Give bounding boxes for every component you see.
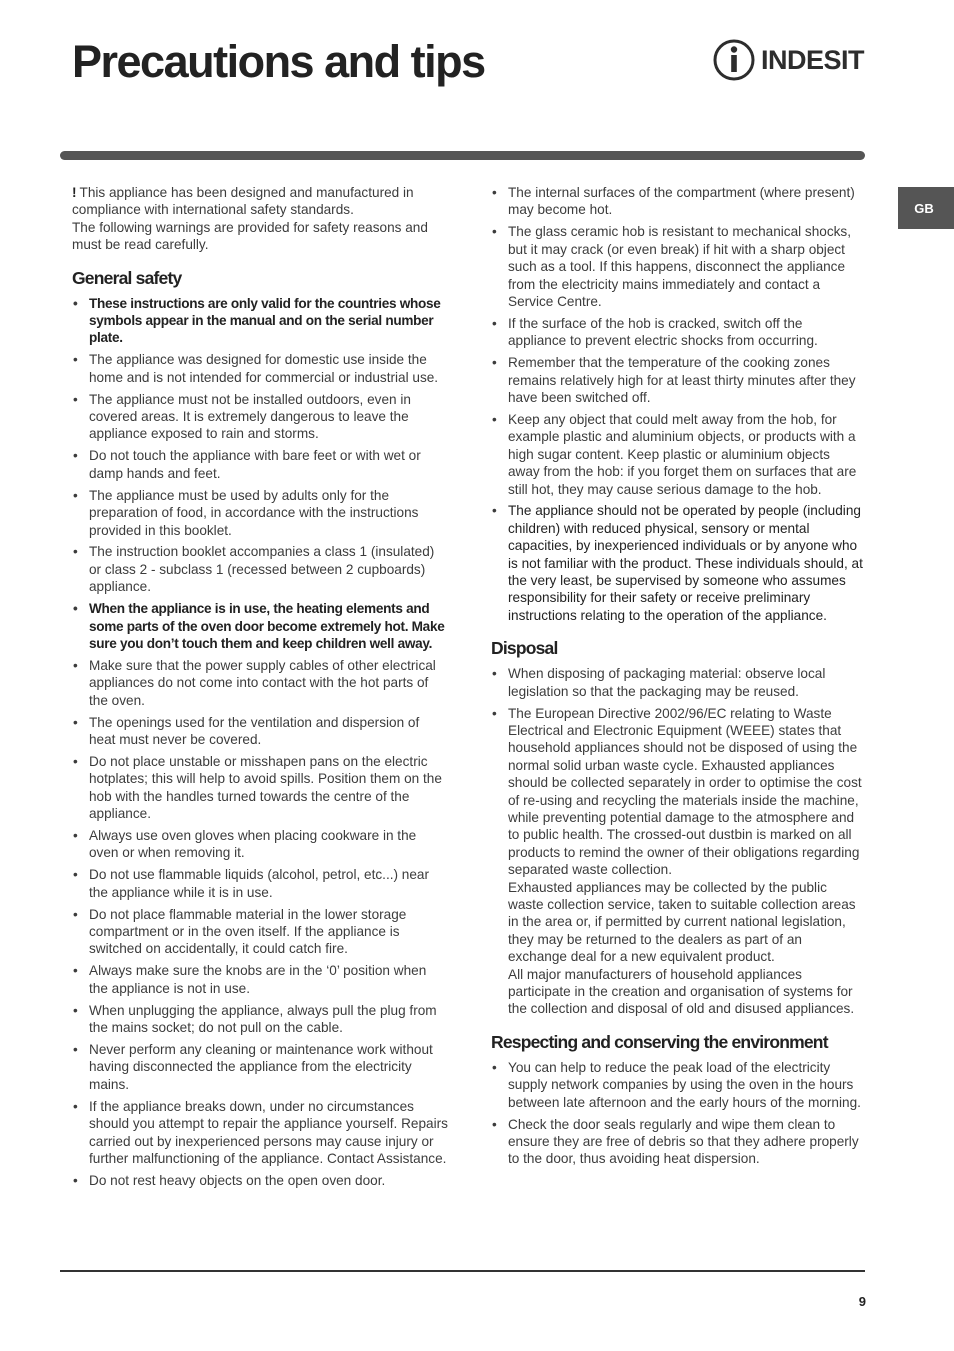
- brand-name: INDESIT: [761, 44, 865, 75]
- intro-text-2: The following warnings are provided for safety reasons and must be read carefully.: [72, 219, 428, 253]
- list-item-text: The glass ceramic hob is resistant to mechanical shocks, but it may crack (or even break) if hit with a sharp object such as a tool. If this happens, disconnect the appliance from the electricity mains immediately and contact a Service Centre.: [508, 224, 852, 309]
- list-item-text: Remember that the temperature of the cooking zones remains relatively high for at least thirty minutes after they have been switched off.: [508, 355, 856, 405]
- list-item-text: Do not use flammable liquids (alcohol, petrol, etc...) near the appliance while it is in use.: [89, 867, 430, 900]
- section-heading-general-safety: General safety: [72, 267, 182, 288]
- header-divider: [60, 151, 865, 160]
- list-item-text: You can help to reduce the peak load of the electricity supply network companies by using the oven in the hours between late afternoon and the early hours of the morning.: [508, 1059, 861, 1110]
- list-item: [72, 1002, 448, 1037]
- list-item: [491, 184, 863, 219]
- list-item-text: Do not rest heavy objects on the open oven door.: [89, 1172, 386, 1188]
- list-item: [72, 391, 448, 443]
- section-heading-disposal: Disposal: [491, 638, 558, 659]
- list-item-text: Never perform any cleaning or maintenance work without having disconnected the appliance from the electricity mains.: [89, 1041, 433, 1092]
- list-item: [491, 1116, 863, 1168]
- list-item: [72, 1041, 448, 1093]
- intro-paragraph: [72, 184, 448, 254]
- list-item-text: When unplugging the appliance, always pull the plug from the mains socket; do not pull on the cable.: [89, 1002, 437, 1036]
- indesit-logo-icon: [713, 38, 755, 82]
- warning-mark: !: [72, 185, 77, 200]
- list-item: [72, 1172, 448, 1189]
- list-item: [491, 1059, 863, 1111]
- list-item-text: When disposing of packaging material: observe local legislation so that the packaging may be reused.: [508, 666, 826, 699]
- list-item-text: If the appliance breaks down, under no circumstances should you attempt to repair the appliance yourself. Repairs carried out by inexperienced persons may cause injury or further malfunctioning of the appliance. Contact Assistance.: [89, 1098, 448, 1166]
- list-item-text: Check the door seals regularly and wipe them clean to ensure they are free of debris so that they adhere properly to the door, thus avoiding heat dispersion.: [508, 1116, 859, 1167]
- list-item: [491, 665, 863, 700]
- list-item: [491, 502, 863, 624]
- list-item: [72, 295, 448, 347]
- list-item: [72, 600, 448, 652]
- list-item-text: The appliance should not be operated by people (including children) with reduced physical, sensory or mental capacities, by inexperienced individuals or by anyone who is not familiar with the product. These individuals should, at the very least, be supervised by someone who assumes responsibility for their safety or receive preliminary instructions relating to the operation of the appliance.: [508, 503, 863, 623]
- list-item-text: If the surface of the hob is cracked, switch off the appliance to prevent electric shocks from occurring.: [508, 315, 818, 349]
- page-title: Precautions and tips: [72, 36, 485, 87]
- list-item: [491, 411, 863, 498]
- list-item-text: Do not touch the appliance with bare feet or with wet or damp hands and feet.: [89, 448, 421, 481]
- disposal-list: [491, 665, 863, 1018]
- list-item-continuation: Exhausted appliances may be collected by the public waste collection service, taken to suitable collection areas in the area or, if permitted by current national legislation, they may be returned to the dealers as part of an exchange deal for a new equivalent product.: [508, 879, 856, 965]
- list-item: [72, 447, 448, 482]
- list-item-text: Do not place flammable material in the lower storage compartment or in the oven itself. If the appliance is switched on accidentally, it could catch fire.: [89, 906, 407, 957]
- list-item-text: The European Directive 2002/96/EC relating to Waste Electrical and Electronic Equipment (WEEE) states that household appliances should not be disposed of using the normal solid urban waste cycle. Exhausted appliances should be collected separately in order to optimise the cost of re-using and recycling the materials inside the machine, while preventing potential damage to the atmosphere and to public health. The crossed-out dustbin is marked on all products to remind the owner of their obligations regarding separated waste collection.: [508, 705, 862, 878]
- general-safety-list: [72, 295, 448, 1190]
- list-item: [72, 487, 448, 539]
- section-heading-environment: Respecting and conserving the environment: [491, 1031, 828, 1052]
- list-item-text: Always use oven gloves when placing cookware in the oven or when removing it.: [89, 828, 417, 861]
- intro-text-1: This appliance has been designed and manufactured in compliance with international safety standards.: [72, 185, 414, 218]
- list-item: [72, 866, 448, 901]
- environment-list: [491, 1059, 863, 1168]
- list-item: [72, 962, 448, 997]
- list-item-text: Always make sure the knobs are in the ‘0’ position when the appliance is not in use.: [89, 963, 427, 996]
- list-item-text: The appliance must be used by adults only for the preparation of food, in accordance with the instructions provided in this booklet.: [89, 487, 419, 538]
- list-item: [72, 657, 448, 709]
- list-item: [491, 705, 863, 1018]
- list-item-text: Make sure that the power supply cables of other electrical appliances do not come into contact with the hot parts of the oven.: [89, 657, 436, 708]
- list-item: [491, 223, 863, 310]
- list-item-text: The internal surfaces of the compartment (where present) may become hot.: [508, 185, 855, 218]
- footer-divider: [60, 1270, 865, 1272]
- list-item-text: When the appliance is in use, the heating elements and some parts of the oven door become extremely hot. Make sure you don’t touch them and keep children well away.: [89, 601, 445, 651]
- language-tab: GB: [898, 187, 954, 229]
- list-item: [72, 827, 448, 862]
- list-item: [491, 354, 863, 406]
- list-item-text: Keep any object that could melt away from the hob, for example plastic and aluminium objects, or products with a high sugar content. Keep plastic or aluminium objects away from the hob: if you forget them on surfaces that are still hot, they may cause serious damage to the hob.: [508, 411, 857, 497]
- brand-logo: [713, 38, 867, 82]
- list-item-text: These instructions are only valid for the countries whose symbols appear in the manual and on the serial number plate.: [89, 295, 441, 346]
- list-item: [491, 315, 863, 350]
- list-item: [72, 1098, 448, 1168]
- list-item-text: The appliance was designed for domestic use inside the home and is not intended for commercial or industrial use.: [89, 352, 439, 385]
- list-item: [72, 543, 448, 595]
- list-item-text: The openings used for the ventilation and dispersion of heat must never be covered.: [89, 714, 420, 747]
- list-item: [72, 351, 448, 386]
- list-item-text: The appliance must not be installed outdoors, even in covered areas. It is extremely dangerous to leave the appliance exposed to rain and storms.: [89, 391, 411, 442]
- list-item: [72, 714, 448, 749]
- list-item-continuation: All major manufacturers of household appliances participate in the creation and organisation of systems for the collection and disposal of old and disused appliances.: [508, 966, 855, 1017]
- page-number: 9: [858, 1294, 866, 1309]
- list-item: [72, 753, 448, 823]
- list-item-text: The instruction booklet accompanies a class 1 (insulated) or class 2 - subclass 1 (recessed between 2 cupboards) appliance.: [89, 544, 435, 595]
- list-item: [72, 906, 448, 958]
- safety-list-continued: [491, 184, 863, 624]
- right-column: [491, 184, 863, 1172]
- left-column: [72, 184, 448, 1194]
- list-item-text: Do not place unstable or misshapen pans on the electric hotplates; this will help to avoid spills. Position them on the hob with the handles turned towards the centre of the appliance.: [89, 753, 442, 822]
